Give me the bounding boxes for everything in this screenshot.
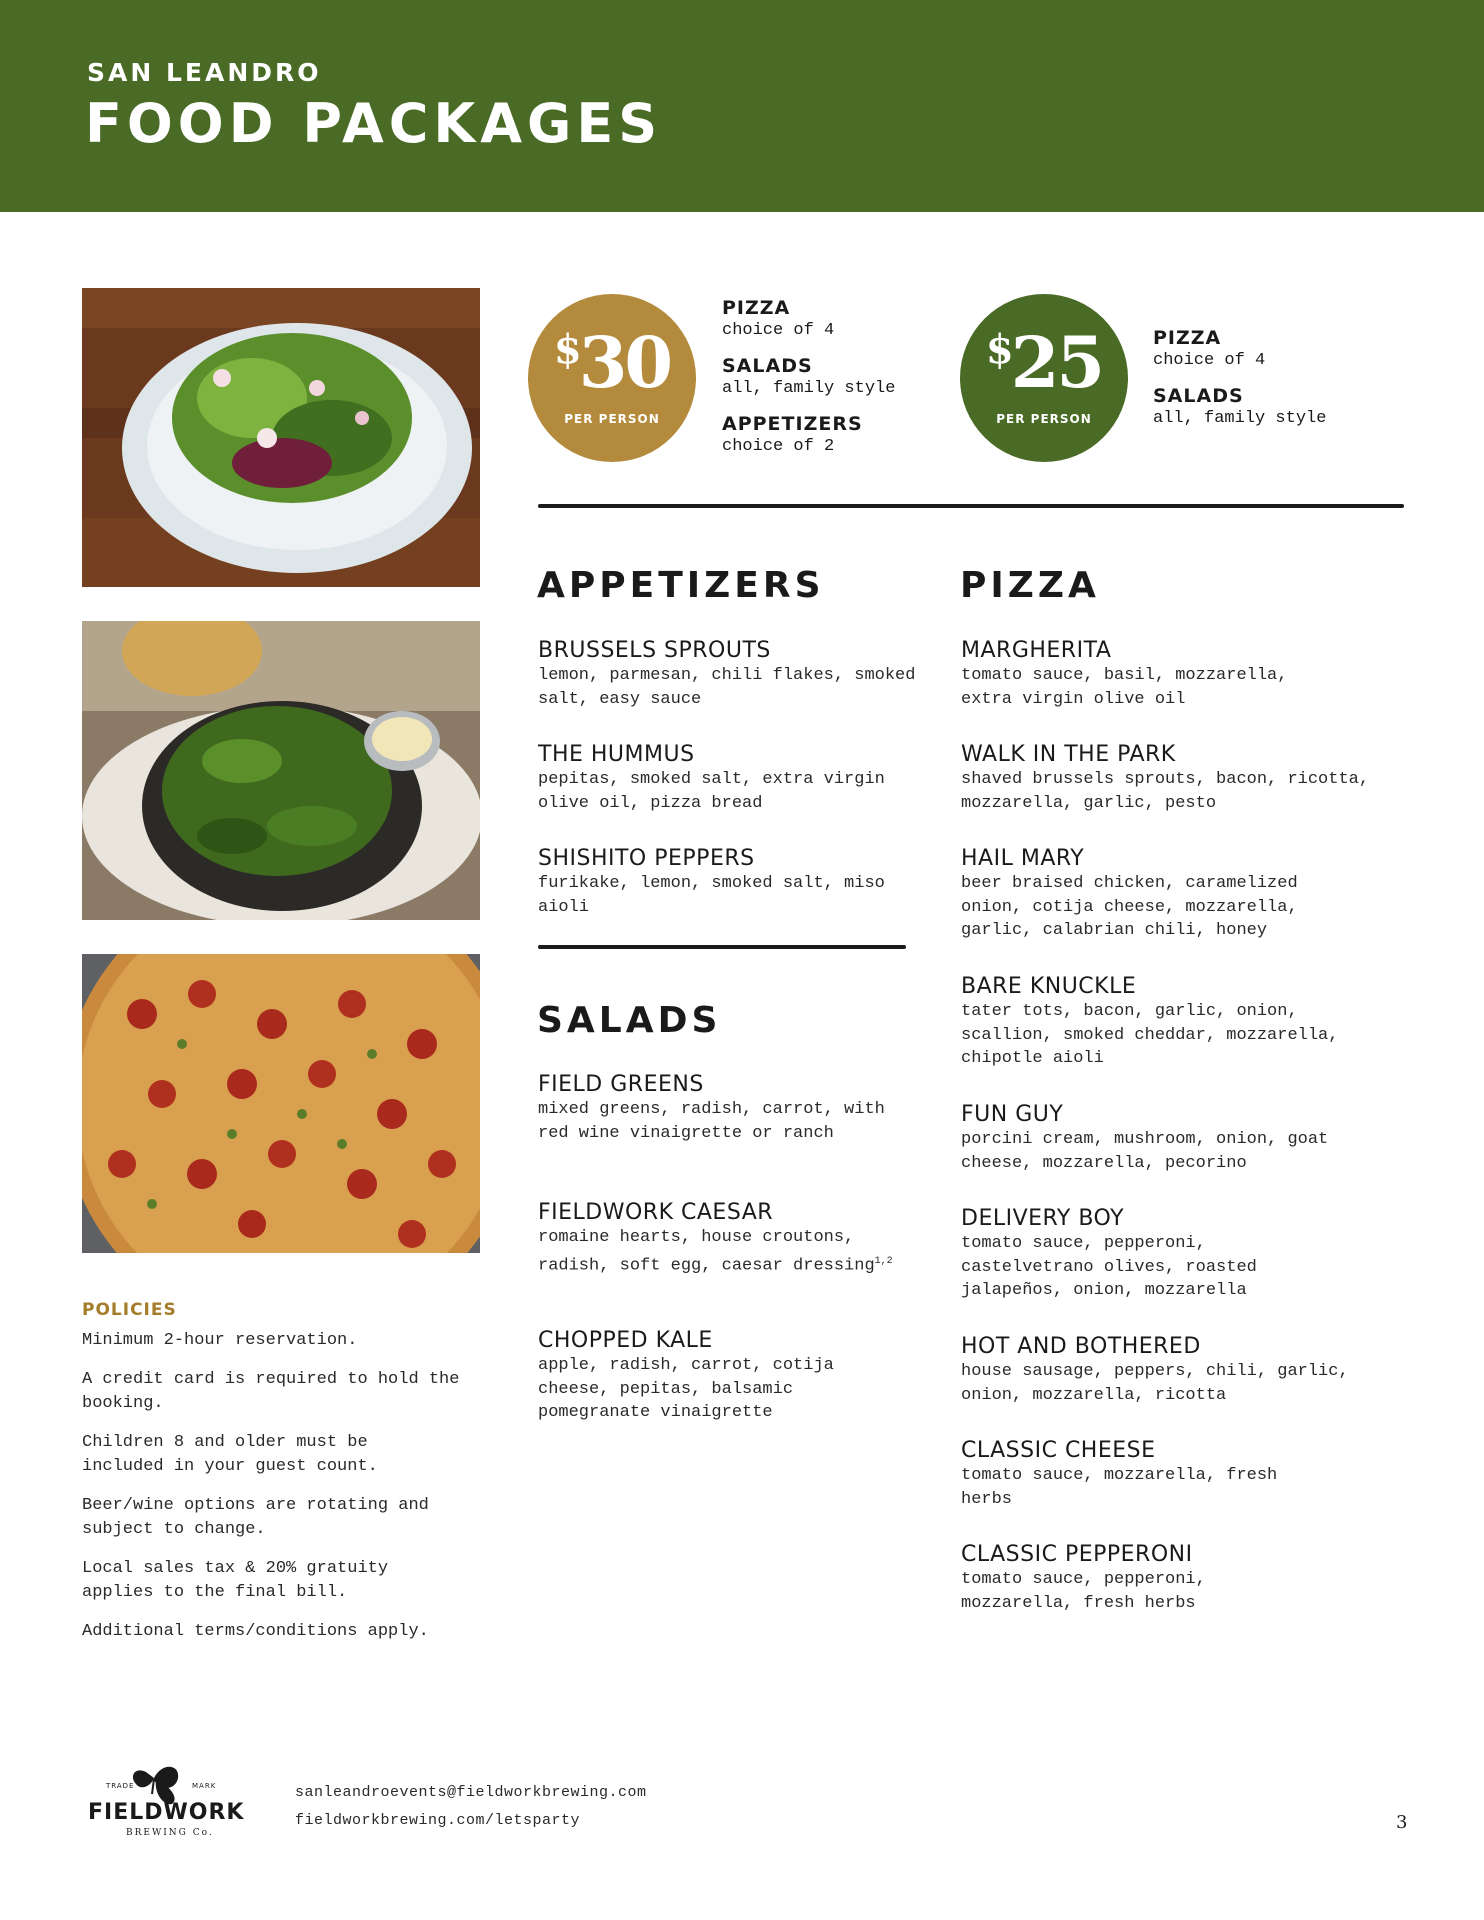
- item-description-text: romaine hearts, house croutons, radish, soft egg, caesar dressing: [538, 1228, 875, 1276]
- contact-email-link[interactable]: sanleandroevents@fieldworkbrewing.com: [295, 1784, 647, 1801]
- policy-item: Children 8 and older must be included in your guest count.: [82, 1433, 378, 1476]
- menu-item-shishito-peppers: [538, 846, 968, 919]
- price-value: 30: [578, 321, 671, 404]
- item-description: tomato sauce, pepperoni, castelvetrano olives, roasted jalapeños, onion, mozzarella: [961, 1234, 1257, 1300]
- logo-subtitle: BREWING Co.: [126, 1828, 214, 1838]
- item-description: mixed greens, radish, carrot, with red wine vinaigrette or ranch: [538, 1100, 885, 1143]
- menu-item-brussels-sprouts: [538, 638, 968, 711]
- website-link[interactable]: fieldworkbrewing.com/letsparty: [295, 1812, 581, 1829]
- package-line-title: SALADS: [722, 355, 813, 377]
- item-name: BRUSSELS SPROUTS: [538, 638, 771, 663]
- package-line-title: PIZZA: [1153, 327, 1222, 349]
- item-name: THE HUMMUS: [538, 742, 695, 767]
- item-description: tomato sauce, basil, mozzarella, extra virgin olive oil: [961, 666, 1288, 709]
- menu-item-classic-pepperoni: [961, 1542, 1391, 1615]
- price-value: 25: [1010, 321, 1103, 404]
- item-name: FUN GUY: [961, 1102, 1064, 1127]
- allergen-superscript: 1,2: [874, 1255, 893, 1267]
- item-description: beer braised chicken, caramelized onion, cotija cheese, mozzarella, garlic, calabrian chili, honey: [961, 874, 1298, 940]
- item-description: furikake, lemon, smoked salt, miso aioli: [538, 874, 885, 917]
- menu-item-delivery-boy: [961, 1206, 1391, 1303]
- dollar-sign: $: [553, 326, 579, 373]
- package-line-title: SALADS: [1153, 385, 1244, 407]
- item-description: shaved brussels sprouts, bacon, ricotta, mozzarella, garlic, pesto: [961, 770, 1370, 813]
- price-amount: [960, 321, 1128, 404]
- item-description: apple, radish, carrot, cotija cheese, pepitas, balsamic pomegranate vinaigrette: [538, 1356, 834, 1422]
- page-title: FOOD PACKAGES: [85, 92, 663, 155]
- package-line-title: PIZZA: [722, 297, 791, 319]
- item-name: WALK IN THE PARK: [961, 742, 1176, 767]
- per-person-label: PER PERSON: [996, 412, 1092, 426]
- dollar-sign: $: [985, 326, 1011, 373]
- menu-item-the-hummus: [538, 742, 968, 815]
- item-name: HAIL MARY: [961, 846, 1085, 871]
- item-description: tomato sauce, pepperoni, mozzarella, fresh herbs: [961, 1570, 1206, 1613]
- item-description: house sausage, peppers, chili, garlic, onion, mozzarella, ricotta: [961, 1362, 1349, 1405]
- package-line-detail: all, family style: [1153, 409, 1327, 428]
- price-badge-25: [960, 294, 1128, 462]
- shishito-peppers-photo: [82, 621, 480, 920]
- item-description: lemon, parmesan, chili flakes, smoked salt, easy sauce: [538, 666, 916, 709]
- item-name: DELIVERY BOY: [961, 1206, 1125, 1231]
- item-name: CLASSIC PEPPERONI: [961, 1542, 1193, 1567]
- package-line-detail: choice of 2: [722, 437, 835, 456]
- logo-mark-text: MARK: [192, 1782, 217, 1790]
- price-badge-30: [528, 294, 696, 462]
- price-amount: [528, 321, 696, 404]
- menu-item-classic-cheese: [961, 1438, 1391, 1511]
- pepperoni-pizza-photo: [82, 954, 480, 1253]
- appetizers-heading: APPETIZERS: [537, 565, 825, 606]
- menu-item-walk-in-the-park: [961, 742, 1391, 815]
- menu-item-fun-guy: [961, 1102, 1391, 1175]
- divider-top: [538, 504, 1404, 508]
- policy-item: Additional terms/conditions apply.: [82, 1622, 429, 1641]
- menu-item-fieldwork-caesar: [538, 1200, 968, 1278]
- item-description: pepitas, smoked salt, extra virgin olive oil, pizza bread: [538, 770, 885, 813]
- location-label: SAN LEANDRO: [87, 58, 322, 87]
- fieldwork-logo: [88, 1758, 248, 1858]
- item-name: FIELD GREENS: [538, 1072, 704, 1097]
- item-description: tomato sauce, mozzarella, fresh herbs: [961, 1466, 1278, 1509]
- header-banner: [0, 0, 1484, 212]
- item-description: tater tots, bacon, garlic, onion, scallion, smoked cheddar, mozzarella, chipotle aioli: [961, 1002, 1339, 1068]
- item-name: CHOPPED KALE: [538, 1328, 713, 1353]
- menu-item-margherita: [961, 638, 1391, 711]
- item-name: MARGHERITA: [961, 638, 1112, 663]
- package-25-details: [1153, 326, 1326, 442]
- menu-item-chopped-kale: [538, 1328, 968, 1425]
- salads-heading: SALADS: [537, 1000, 722, 1041]
- menu-item-field-greens: [538, 1072, 968, 1145]
- menu-item-hail-mary: [961, 846, 1391, 943]
- logo-name: FIELDWORK: [88, 1800, 245, 1825]
- per-person-label: PER PERSON: [564, 412, 660, 426]
- item-name: SHISHITO PEPPERS: [538, 846, 755, 871]
- pizza-heading: PIZZA: [960, 565, 1100, 606]
- policy-item: Minimum 2-hour reservation.: [82, 1331, 358, 1350]
- logo-trade-text: TRADE: [106, 1782, 135, 1790]
- menu-item-hot-and-bothered: [961, 1334, 1391, 1407]
- item-description: porcini cream, mushroom, onion, goat cheese, mozzarella, pecorino: [961, 1130, 1329, 1173]
- item-name: CLASSIC CHEESE: [961, 1438, 1156, 1463]
- item-name: BARE KNUCKLE: [961, 974, 1137, 999]
- package-line-detail: choice of 4: [722, 321, 835, 340]
- package-line-detail: choice of 4: [1153, 351, 1266, 370]
- package-line-title: APPETIZERS: [722, 413, 863, 435]
- policy-item: Beer/wine options are rotating and subject to change.: [82, 1496, 429, 1539]
- package-30-details: [722, 296, 895, 470]
- page-number: 3: [1396, 1812, 1408, 1833]
- menu-item-bare-knuckle: [961, 974, 1391, 1071]
- package-line-detail: all, family style: [722, 379, 896, 398]
- item-description: [538, 1226, 918, 1278]
- item-name: FIELDWORK CAESAR: [538, 1200, 774, 1225]
- divider-appetizers: [538, 945, 906, 949]
- policy-item: A credit card is required to hold the booking.: [82, 1370, 460, 1413]
- salad-photo: [82, 288, 480, 587]
- item-name: HOT AND BOTHERED: [961, 1334, 1201, 1359]
- policy-item: Local sales tax & 20% gratuity applies to the final bill.: [82, 1559, 389, 1602]
- policies-heading: POLICIES: [82, 1300, 177, 1320]
